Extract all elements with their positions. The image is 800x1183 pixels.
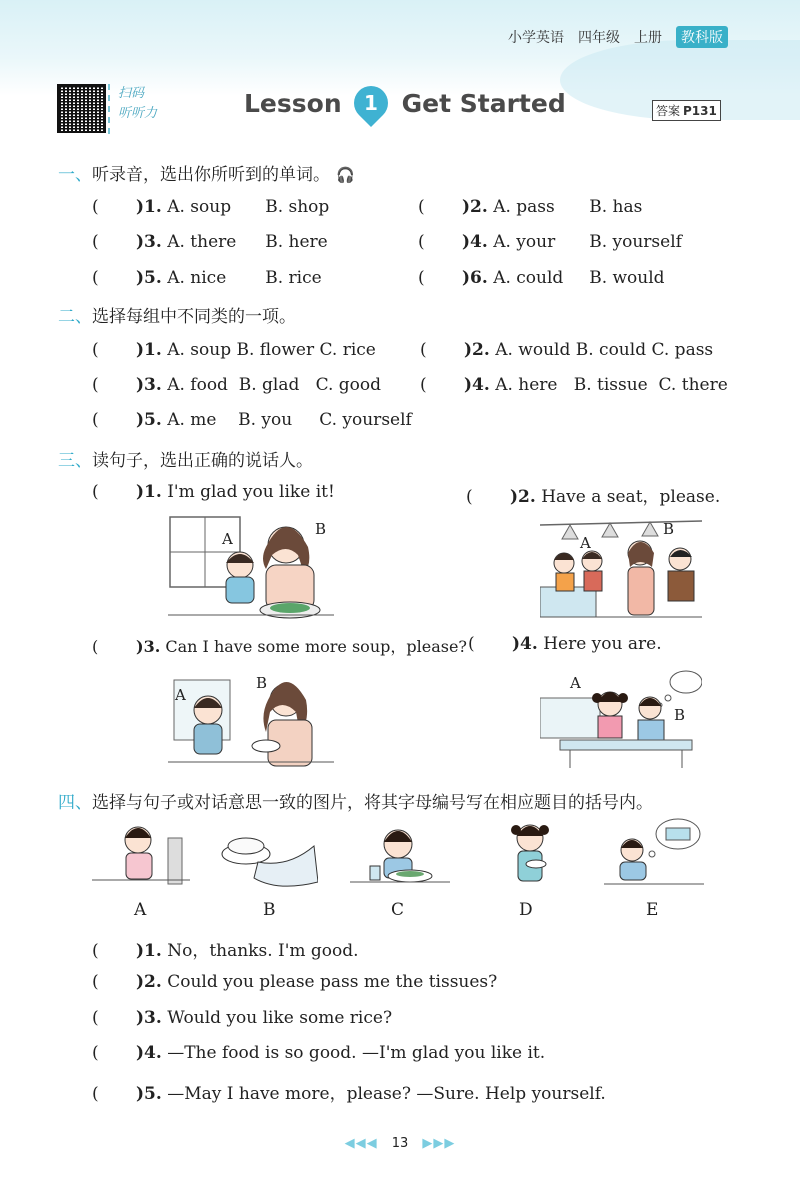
s3-pic2-label-b: B [663, 520, 675, 538]
edition-badge: 教科版 [676, 26, 728, 48]
s3-q3-text: Can I have some more soup，please? [165, 637, 467, 656]
s2-question-5: ( )5. A. me B. you C. yourself [92, 410, 412, 430]
s1-q2-number: )2. [462, 197, 488, 217]
s3-q4-text: Here you are. [543, 634, 662, 654]
s3-q3-number: )3. [136, 637, 161, 656]
s4-q4-text: —The food is so good. —I'm glad you like it. [167, 1043, 546, 1063]
s1-q3-option-a: A. there [167, 232, 237, 252]
s4-q3-text: Would you like some rice? [167, 1008, 393, 1028]
s1-q4-option-a: A. your [493, 232, 556, 252]
picture-mother-and-child-dining [168, 515, 334, 620]
s1-q1-option-b: B. shop [265, 197, 330, 217]
s3-question-2: ( )2. Have a seat，please. [466, 487, 721, 507]
s2-q5-options: A. me B. you C. yourself [167, 410, 412, 430]
s2-q3-options: A. food B. glad C. good [167, 375, 382, 395]
s2-q3-number: )3. [136, 375, 162, 395]
section-4-mark: 四、 [58, 793, 92, 813]
s3-question-1: ( )1. I'm glad you like it! [92, 482, 335, 502]
s3-pic3-label-a: A [175, 686, 186, 704]
lesson-name: Get Started [401, 88, 566, 118]
section-2-mark: 二、 [58, 307, 92, 327]
picture-d-girl-holding-bowl [498, 818, 562, 892]
s3-q1-number: )1. [136, 482, 162, 502]
s1-q2-option-a: A. pass [493, 197, 555, 217]
s1-q5-number: )5. [136, 268, 162, 288]
s2-question-2: ( )2. A. would B. could C. pass [420, 340, 714, 360]
section-3-heading [58, 446, 313, 471]
picture-b-bowl-of-rice [218, 832, 318, 888]
s4-q5-text: —May I have more，please? —Sure. Help yourself. [167, 1084, 606, 1104]
left-arrows-icon: ◀◀◀ [344, 1136, 378, 1151]
lesson-number-badge [347, 79, 395, 127]
s1-q5-option-a: A. nice [167, 268, 227, 288]
s4-question-5: ( )5. —May I have more，please? —Sure. Help yourself. [92, 1084, 606, 1104]
picture-a-girl-declining [92, 818, 190, 890]
s3-q4-number: )4. [512, 634, 538, 654]
s2-q4-options: A. here B. tissue C. there [495, 375, 728, 395]
section-1-mark: 一、 [58, 165, 92, 185]
lesson-word: Lesson [244, 88, 342, 118]
s4-question-3: ( )3. Would you like some rice? [92, 1008, 393, 1028]
s4-picture-letter-c: C [391, 900, 405, 920]
s2-question-3: ( )3. A. food B. glad C. good [92, 375, 382, 395]
picture-boy-asking-for-soup [168, 670, 334, 770]
term-label: 上册 [634, 30, 662, 46]
section-2-title: 选择每组中不同类的一项。 [92, 307, 296, 327]
s1-q2-option-b: B. has [589, 197, 643, 217]
s1-q6-option-a: A. could [493, 268, 564, 288]
s2-q1-options: A. soup B. flower C. rice [167, 340, 376, 360]
section-4-title: 选择与句子或对话意思一致的图片，将其字母编号写在相应题目的括号内。 [92, 793, 653, 813]
picture-e-boy-wanting-tissues [604, 814, 704, 890]
s4-question-4: ( )4. —The food is so good. —I'm glad you like it. [92, 1043, 546, 1063]
page-number: 13 [391, 1136, 409, 1151]
s1-q3-number: )3. [136, 232, 162, 252]
book-info [508, 26, 728, 48]
scan-hint-line2: 听听力 [118, 106, 158, 121]
s1-q1-option-a: A. soup [167, 197, 232, 217]
s4-q2-text: Could you please pass me the tissues? [167, 972, 498, 992]
s1-question-5: ( )5. A. nice B. rice [92, 268, 322, 288]
s2-question-4: ( )4. A. here B. tissue C. there [420, 375, 728, 395]
section-4-heading [58, 788, 653, 813]
scan-hint-line1: 扫码 [118, 86, 145, 101]
picture-classroom-greeting [540, 517, 702, 620]
s3-question-4: ( )4. Here you are. [468, 634, 662, 654]
s4-picture-letter-b: B [263, 900, 276, 920]
subject-label: 小学英语 [508, 30, 564, 46]
s1-q6-option-b: B. would [589, 268, 665, 288]
section-3-title: 读句子，选出正确的说话人。 [92, 451, 313, 471]
answer-reference [652, 100, 721, 121]
s2-q5-number: )5. [136, 410, 162, 430]
s4-picture-letter-d: D [519, 900, 533, 920]
s1-q3-option-b: B. here [265, 232, 328, 252]
s1-question-4: ( )4. A. your B. yourself [418, 232, 682, 252]
s2-question-1: ( )1. A. soup B. flower C. rice [92, 340, 376, 360]
s1-q5-option-b: B. rice [265, 268, 322, 288]
headphones-icon[interactable]: 🎧 [336, 166, 355, 184]
lesson-number: 1 [363, 91, 378, 116]
s3-q2-text: Have a seat，please. [541, 487, 721, 507]
s4-question-1: ( )1. No，thanks. I'm good. [92, 941, 359, 961]
s3-q2-number: )2. [510, 487, 536, 507]
s4-q2-number: )2. [136, 972, 162, 992]
s1-q4-number: )4. [462, 232, 488, 252]
s2-q1-number: )1. [136, 340, 162, 360]
section-2-heading [58, 302, 296, 327]
scan-hint [108, 84, 164, 134]
s3-q1-text: I'm glad you like it! [167, 482, 335, 502]
section-1-heading [58, 160, 355, 185]
s3-question-3: ( )3. Can I have some more soup，please? [92, 637, 467, 656]
s2-q2-options: A. would B. could C. pass [495, 340, 714, 360]
s1-q1-number: )1. [136, 197, 162, 217]
s4-q3-number: )3. [136, 1008, 162, 1028]
s4-q4-number: )4. [136, 1043, 162, 1063]
s4-picture-letter-e: E [646, 900, 659, 920]
s4-q1-number: )1. [136, 941, 162, 961]
s3-pic4-label-a: A [570, 674, 581, 692]
s3-pic1-label-a: A [222, 530, 233, 548]
picture-c-boy-enjoying-food [350, 818, 450, 890]
s1-question-6: ( )6. A. could B. would [418, 268, 665, 288]
s1-q6-number: )6. [462, 268, 488, 288]
section-3-mark: 三、 [58, 451, 92, 471]
s4-q5-number: )5. [136, 1084, 162, 1104]
answer-label: 答案 [656, 104, 681, 118]
s4-question-2: ( )2. Could you please pass me the tissues? [92, 972, 498, 992]
s4-picture-letter-a: A [134, 900, 147, 920]
s1-question-2: ( )2. A. pass B. has [418, 197, 643, 217]
section-1-title: 听录音，选出你所听到的单词。 [92, 165, 330, 185]
grade-label: 四年级 [578, 30, 620, 46]
s1-question-3: ( )3. A. there B. here [92, 232, 328, 252]
lesson-title [244, 86, 566, 120]
s3-pic1-label-b: B [315, 520, 327, 538]
page-footer [0, 1136, 800, 1151]
qr-code-icon[interactable] [57, 84, 106, 133]
s3-pic2-label-a: A [580, 534, 591, 552]
right-arrows-icon: ▶▶▶ [422, 1136, 456, 1151]
s4-q1-text: No，thanks. I'm good. [167, 941, 359, 961]
answer-page: P131 [683, 104, 717, 118]
s2-q4-number: )4. [464, 375, 490, 395]
s1-question-1: ( )1. A. soup B. shop [92, 197, 330, 217]
s3-pic4-label-b: B [674, 706, 686, 724]
s3-pic3-label-b: B [256, 674, 268, 692]
s1-q4-option-b: B. yourself [589, 232, 682, 252]
s2-q2-number: )2. [464, 340, 490, 360]
